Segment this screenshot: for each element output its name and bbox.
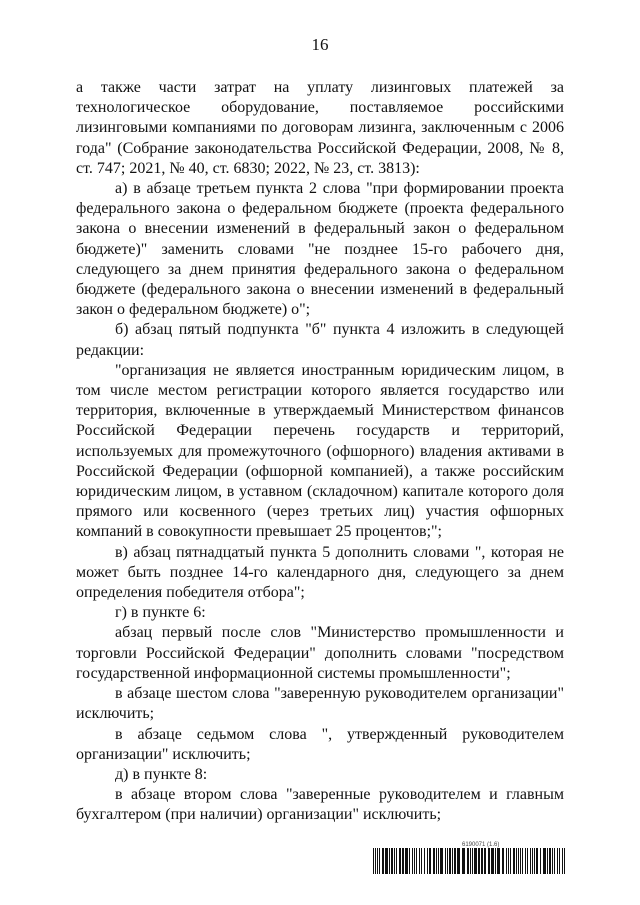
barcode-bar: [552, 848, 553, 874]
paragraph-item-g-2: в абзаце шестом слова "заверенную руководителем организации" исключить;: [76, 685, 564, 723]
barcode-bar: [488, 848, 490, 874]
barcode-bar: [481, 848, 483, 874]
barcode-bar: [491, 848, 494, 874]
barcode-bar: [540, 848, 541, 874]
barcode-bar: [497, 848, 500, 874]
barcode-bar: [467, 848, 469, 874]
barcode-bar: [527, 848, 528, 874]
barcode-bar: [433, 848, 435, 874]
barcode-bar: [516, 848, 517, 874]
barcode-bar: [421, 848, 422, 874]
barcode-bar: [506, 848, 507, 874]
barcode-bar: [391, 848, 393, 874]
barcode-bar: [554, 848, 555, 874]
barcode-bar: [530, 848, 531, 874]
barcode-bar: [543, 848, 546, 874]
barcode-bar: [502, 848, 504, 874]
barcode-bar: [472, 848, 473, 874]
barcode-bar: [402, 848, 404, 874]
barcode-bar: [557, 848, 558, 874]
paragraph-item-g-1: абзац первый после слов "Министерство промышленности и торговли Российской Федерации" дополнить словами "посредством государственной информационной системы промышленности";: [76, 624, 564, 682]
barcode-bar: [414, 848, 415, 874]
barcode-bar: [562, 848, 563, 874]
barcode-bar: [416, 848, 417, 874]
barcode-bar: [412, 848, 413, 874]
barcode-bar: [452, 848, 453, 874]
barcode-bar: [375, 848, 376, 874]
barcode-bar: [389, 848, 390, 874]
barcode-bar: [419, 848, 420, 874]
paragraph-item-v: в) абзац пятнадцатый пункта 5 дополнить словами ", которая не может быть позднее 14-го календарного дня, следующего за днем определения победителя отбора";: [76, 543, 564, 602]
barcode-bar: [559, 848, 560, 874]
barcode-bar: [424, 848, 425, 874]
barcode-bar: [536, 848, 538, 874]
page-number: 16: [311, 35, 329, 54]
barcode-bar: [436, 848, 437, 874]
barcode-bar: [438, 848, 439, 874]
barcode-bar: [440, 848, 443, 874]
barcode-bar: [447, 848, 448, 874]
barcode-bar: [549, 848, 551, 874]
paragraph-item-g: г) в пункте 6:: [115, 604, 206, 622]
barcode-bar: [377, 848, 378, 874]
barcode-bar: [564, 848, 565, 874]
barcode-bar: [525, 848, 526, 874]
barcode: [373, 848, 565, 874]
barcode-bar: [409, 848, 410, 874]
document-body: [76, 78, 564, 826]
barcode-bar: [522, 848, 523, 874]
barcode-bar: [382, 848, 384, 874]
barcode-bar: [462, 848, 465, 874]
barcode-bar: [532, 848, 533, 874]
paragraph-item-d: д) в пункте 8:: [115, 765, 208, 783]
barcode-bar: [457, 848, 460, 874]
barcode-bar: [427, 848, 428, 874]
barcode-bar: [399, 848, 401, 874]
barcode-bar: [547, 848, 548, 874]
paragraph-item-d-1: в абзаце втором слова "заверенные руководителем и главным бухгалтером (при наличии) организации" исключить;: [76, 786, 564, 824]
paragraph-item-a: а) в абзаце третьем пункта 2 слова "при формировании проекта федерального закона о федеральном бюджете (проекта федерального закона о внесении изменений в федеральный закон о федеральном бюджете)" заменить словами "не позднее 15-го рабочего дня, следующего за днем принятия федерального закона о федеральном бюджете (федерального закона о внесении изменений в федеральный закон о федеральном бюджете) о";: [76, 180, 564, 319]
barcode-bar: [445, 848, 446, 874]
barcode-bar: [405, 848, 408, 874]
barcode-bar: [470, 848, 471, 874]
barcode-bar: [534, 848, 535, 874]
barcode-bar: [454, 848, 456, 874]
barcode-bar: [495, 848, 496, 874]
barcode-bar: [394, 848, 395, 874]
barcode-bar: [484, 848, 486, 874]
barcode-bar: [396, 848, 397, 874]
barcode-bar: [373, 848, 374, 874]
document-code: 6190071 (1.6): [462, 842, 500, 848]
barcode-bar: [508, 848, 509, 874]
barcode-bar: [474, 848, 477, 874]
barcode-bar: [518, 848, 519, 874]
barcode-bar: [513, 848, 515, 874]
paragraph-item-b: б) абзац пятый подпункта "б" пункта 4 изложить в следующей редакции:: [76, 321, 564, 359]
barcode-bar: [520, 848, 521, 874]
barcode-bar: [449, 848, 451, 874]
barcode-bar: [385, 848, 388, 874]
barcode-bar: [478, 848, 480, 874]
barcode-bar: [510, 848, 511, 874]
paragraph-item-g-3: в абзаце седьмом слова ", утвержденный руководителем организации" исключить;: [76, 725, 564, 763]
paragraph-quote: "организация не является иностранным юридическим лицом, в том числе местом регистрации которого является государство или территория, включенные в утверждаемый Министерством финансов Российской Федерации перечень государств и территорий, используемых для промежуточного (офшорного) владения активами в Российской Федерации (офшорной компанией), а также российским юридическим лицом, в уставном (складочном) капитале которого доля прямого или косвенного (через третьих лиц) участия офшорных компаний в совокупности превышает 25 процентов;";: [76, 361, 564, 541]
paragraph-intro: а также части затрат на уплату лизинговых платежей за технологическое оборудование, поставляемое российскими лизинговыми компаниями по договорам лизинга, заключенным с 2006 года" (Собрание законодательства Российской Федерации, 2008, № 8, ст. 747; 2021, № 40, ст. 6830; 2022, № 23, ст. 3813):: [76, 79, 564, 177]
barcode-bar: [379, 848, 380, 874]
barcode-bar: [429, 848, 431, 874]
